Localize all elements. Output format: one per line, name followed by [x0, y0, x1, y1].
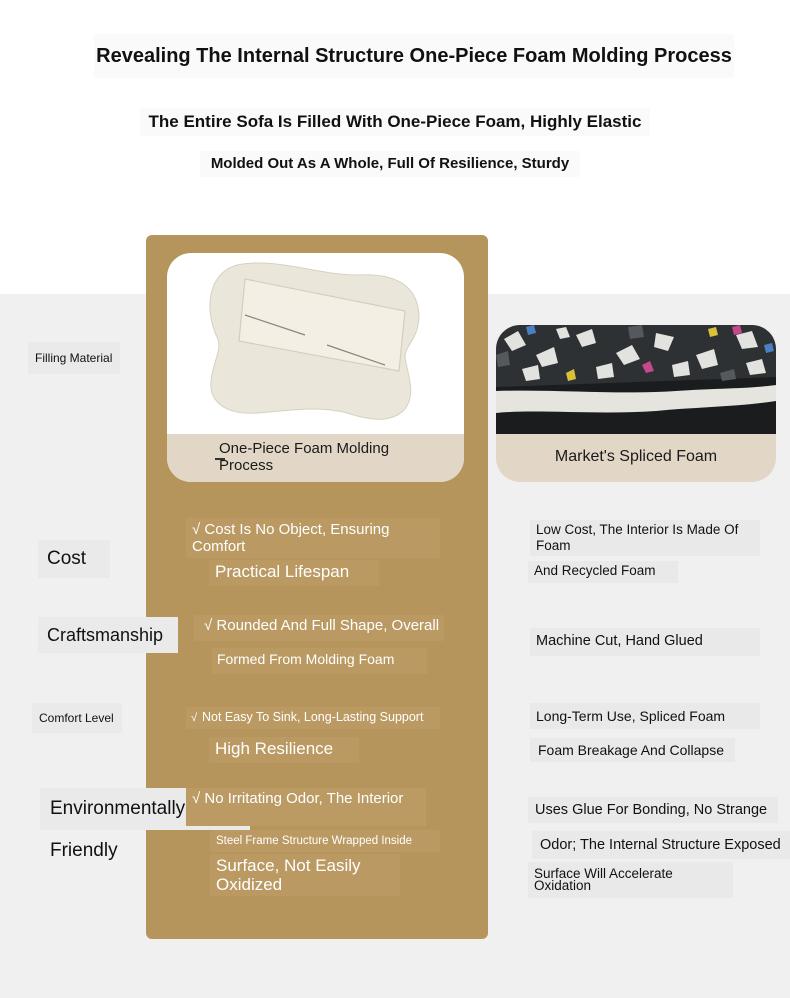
- spliced-foam-image: [496, 325, 776, 434]
- one-piece-cost-line1: √ Cost Is No Object, Ensuring Comfort: [186, 518, 440, 558]
- one-piece-comfort-line2: High Resilience: [209, 737, 359, 763]
- spliced-foam-caption-bar: [496, 434, 776, 482]
- spliced-craft-line1: Machine Cut, Hand Glued: [530, 628, 760, 656]
- page-subtitle-secondary: Molded Out As A Whole, Full Of Resilience, Sturdy: [200, 151, 580, 177]
- row-label-comfort-level: Comfort Level: [32, 703, 122, 733]
- one-piece-env-line1: √ No Irritating Odor, The Interior: [186, 788, 426, 826]
- spliced-env-line2: Odor; The Internal Structure Exposed: [532, 831, 790, 859]
- spliced-comfort-line2: Foam Breakage And Collapse: [530, 738, 735, 762]
- one-piece-comfort-line1: Not Easy To Sink, Long-Lasting Support: [186, 707, 440, 729]
- page-subtitle: The Entire Sofa Is Filled With One-Piece Foam, Highly Elastic: [140, 108, 650, 136]
- one-piece-foam-caption-bar: [167, 434, 464, 482]
- one-piece-craft-line1: √ Rounded And Full Shape, Overall: [194, 615, 444, 641]
- foam-cushion-image: [167, 253, 464, 434]
- one-piece-cost-line2: Practical Lifespan: [209, 560, 379, 586]
- one-piece-env-line3: Surface, Not Easily Oxidized: [210, 854, 400, 896]
- one-piece-foam-caption: One-Piece Foam Molding Process: [219, 440, 390, 474]
- one-piece-env-line2: Steel Frame Structure Wrapped Inside: [210, 830, 440, 852]
- spliced-foam-caption: Market's Spliced Foam: [554, 448, 718, 465]
- row-label-filling-material: Filling Material: [28, 342, 120, 374]
- page-title: Revealing The Internal Structure One-Piece Foam Molding Process: [94, 34, 734, 78]
- check-mark-icon: √: [191, 712, 198, 724]
- spliced-env-line1: Uses Glue For Bonding, No Strange: [528, 797, 778, 823]
- spliced-cost-line2: And Recycled Foam: [528, 561, 678, 583]
- spliced-env-line3: Surface Will Accelerate Oxidation: [528, 862, 733, 898]
- row-label-cost: Cost: [38, 540, 110, 578]
- one-piece-foam-card: [167, 253, 464, 482]
- row-label-environmentally-friendly: Environmentally Friendly: [40, 788, 250, 830]
- spliced-foam-card: [496, 325, 776, 482]
- row-label-craftsmanship: Craftsmanship: [38, 617, 178, 653]
- spliced-cost-line1: Low Cost, The Interior Is Made Of Foam: [530, 520, 760, 556]
- one-piece-craft-line2: Formed From Molding Foam: [212, 648, 427, 674]
- spliced-comfort-line1: Long-Term Use, Spliced Foam: [530, 703, 760, 729]
